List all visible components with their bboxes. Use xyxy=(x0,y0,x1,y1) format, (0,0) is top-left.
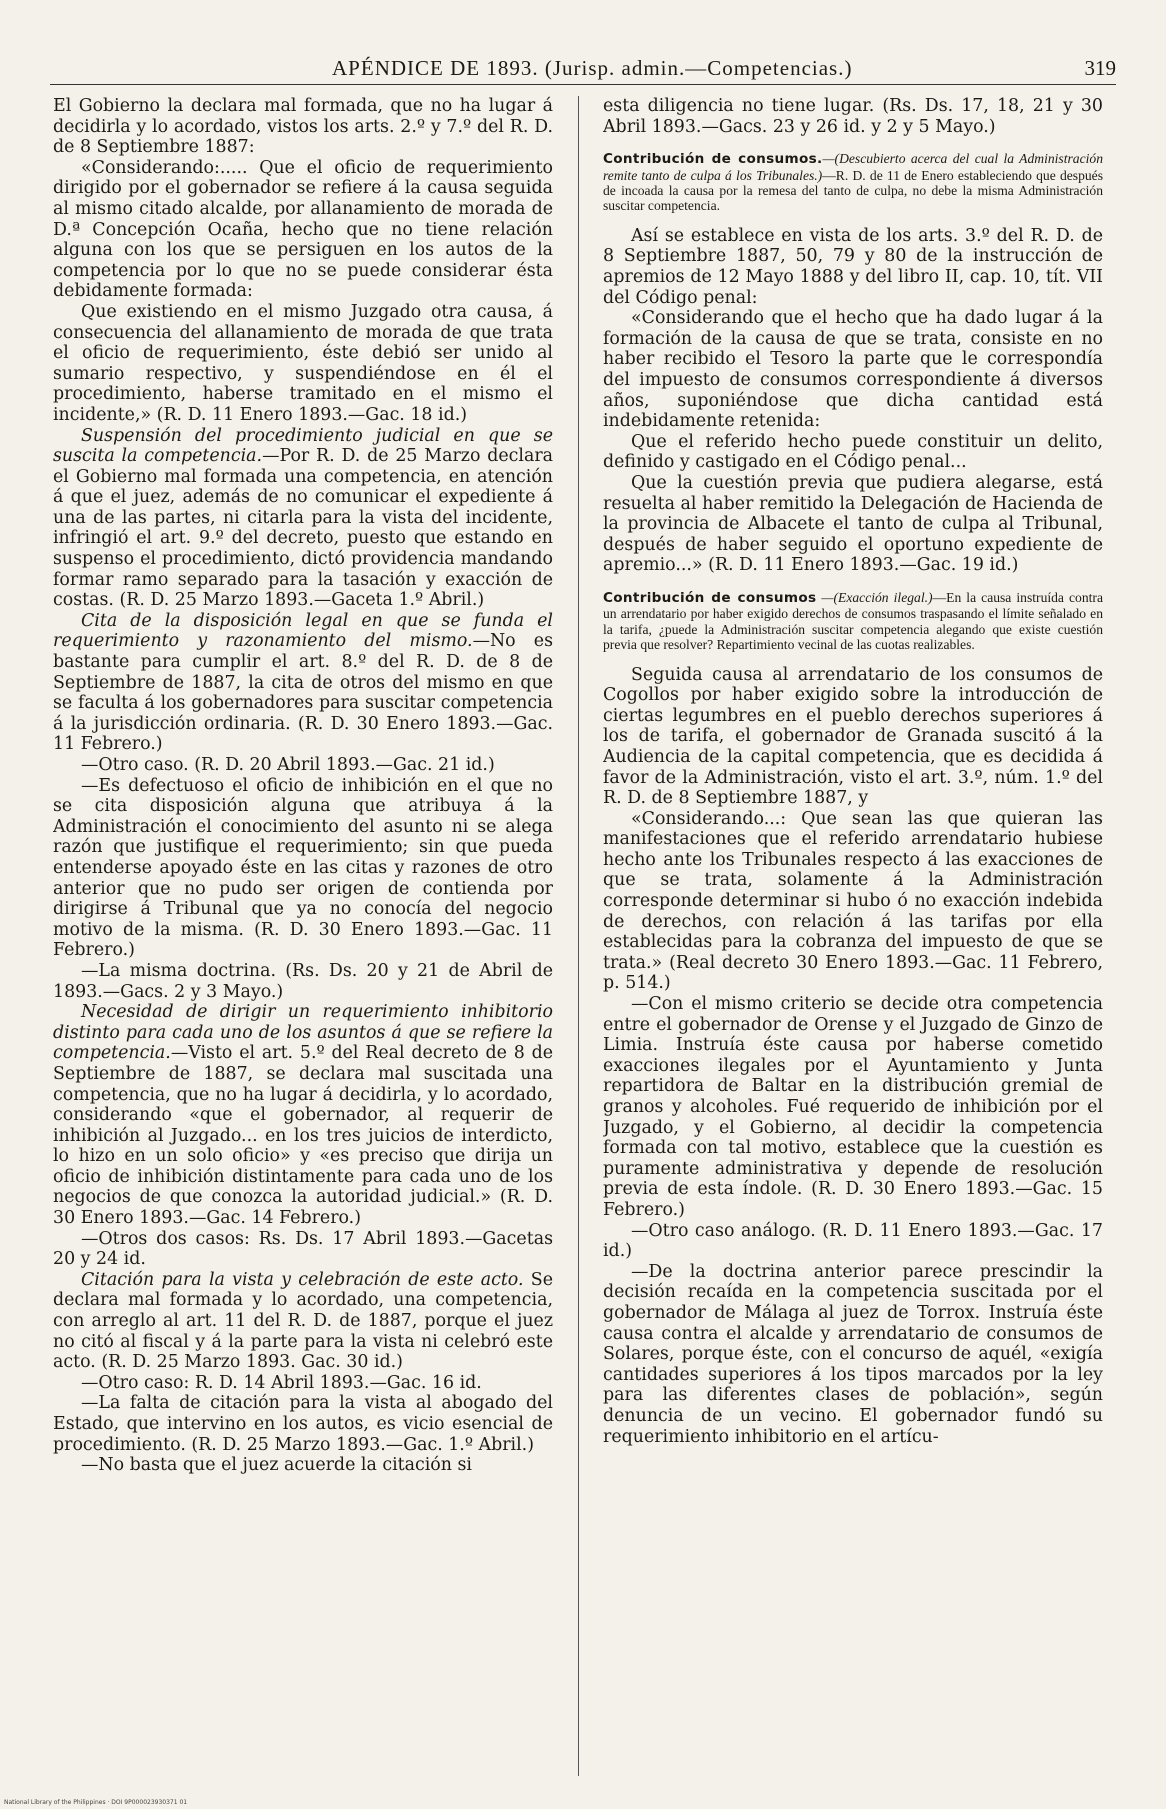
paragraph: —La misma doctrina. (Rs. Ds. 20 y 21 de Abril de 1893.—Gacs. 2 y 3 Mayo.) xyxy=(53,960,553,1002)
section-subtitle: —(Descubierto acerca del cual la Administración remite tanto de culpa á los Tribunales.) xyxy=(603,151,1103,183)
paragraph: —Otro caso. (R. D. 20 Abril 1893.—Gac. 21 id.) xyxy=(81,755,495,775)
paragraph-text: —Visto el art. 5.º del Real decreto de 8 de Septiembre de 1887, se declara mal suscitada una competencia, que no ha lugar á decidirla, y lo acordado, considerando «que el gobernador, al requerir de inhibición al Juzgado... en los tres juicios de interdicto, lo hizo en un solo oficio» y «es preciso que dirija un oficio de inhibición distintamente para cada uno de los negocios de que conozca la autoridad judicial.» (R. D. 30 Enero 1893.—Gac. 14 Febrero.) xyxy=(53,1043,553,1229)
paragraph: Que existiendo en el mismo Juzgado otra causa, á consecuencia del allanamiento de morada de que trata el oficio de requerimiento, éste debió ser unido al sumario respectivo, y suspendiéndose en él el procedimiento, haberse tramitado en el mismo el incidente,» (R. D. 11 Enero 1893.—Gac. 18 id.) xyxy=(53,301,553,425)
running-header xyxy=(50,52,1116,85)
subheading: Cita de la disposición legal en que se funda el requerimiento y razonamiento del mismo. xyxy=(53,610,553,652)
paragraph xyxy=(53,426,553,611)
page-number: 319 xyxy=(1084,55,1116,80)
paragraph: —La falta de citación para la vista al abogado del Estado, que intervino en los autos, es vicio esencial de procedimiento. (R. D. 25 Marzo 1893.—Gac. 1.º Abril.) xyxy=(53,1393,553,1455)
paragraph: «Considerando...: Que sean las que quieran las manifestaciones que el referido arrendatario hubiese hecho ante los Tribunales respecto á las exacciones de que se trata, solamente á la Administración corresponde determinar si hubo ó no exacción indebida de derechos, con relación á las tarifas por ella establecidas para la cobranza del impuesto de que se trata.» (Real decreto 30 Enero 1893.—Gac. 11 Febrero, p. 514.) xyxy=(603,808,1103,994)
paragraph xyxy=(53,1270,553,1373)
paragraph: El Gobierno la declara mal formada, que no ha lugar á decidirla y lo acordado, vistos los arts. 2.º y 7.º del R. D. de 8 Septiembre 1887: xyxy=(53,96,553,158)
summary-text: —R. D. de 11 de Enero estableciendo que después de incoada la causa por la remesa del tanto de culpa, no debe la misma Administración suscitar competencia. xyxy=(603,167,1103,214)
paragraph: —Con el mismo criterio se decide otra competencia entre el gobernador de Orense y el Juzgado de Ginzo de Limia. Instruía éste causa por haberse cometido exacciones ilegales por el Ayuntamiento y Junta repartidora de Baltar en la distribución gremial de granos y alcoholes. Fué requerido de inhibición por el Juzgado, y el Gobierno, al decidir la competencia formada con tal motivo, establece que la cuestión es puramente administrativa y depende de resolución previa de esta índole. (R. D. 30 Enero 1893.—Gac. 15 Febrero.) xyxy=(603,994,1103,1220)
paragraph: —Otros dos casos: Rs. Ds. 17 Abril 1893.—Gacetas 20 y 24 id. xyxy=(53,1228,553,1270)
paragraph-text: —Por R. D. de 25 Marzo declara el Gobierno mal formada una competencia, en atención á que el juez, además de no comunicar el expediente á una de las partes, ni citarla para la vista del incidente, infringió el art. 9.º del decreto, puesto que estando en suspenso el procedimiento, dictó providencia mandando formar ramo separado para la tasación y exacción de costas. (R. D. 25 Marzo 1893.—Gaceta 1.º Abril.) xyxy=(53,446,553,611)
paragraph-text: —No es bastante para cumplir el art. 8.º del R. D. de 8 de Septiembre de 1887, la cita de otros del mismo en que se faculta á los gobernadores para suscitar competencia á la jurisdicción ordinaria. (R. D. 30 Enero 1893.—Gac. 11 Febrero.) xyxy=(53,631,553,755)
section-summary xyxy=(603,151,1103,214)
subheading: Citación para la vista y celebración de este acto. xyxy=(81,1269,524,1290)
paragraph: —Es defectuoso el oficio de inhibición en el que no se cita disposición alguna que atribuya á la Administración el conocimiento del asunto ni se alega razón que justifique el requerimiento; sin que pueda entenderse apoyado éste en las citas y razones de otro anterior que no pudo ser origen de contienda por dirigirse á Tribunal que ya no conocía del negocio motivo de la misma. (R. D. 30 Enero 1893.—Gac. 11 Febrero.) xyxy=(53,775,553,961)
paragraph: «Considerando:..... Que el oficio de requerimiento dirigido por el gobernador se refiere á la causa seguida al mismo citado alcalde, por allanamiento de morada de D.ª Concepción Ocaña, hecho que no tiene relación alguna con los que se persiguen en los autos de la competencia por lo que no se puede considerar ésta debidamente formada: xyxy=(53,157,553,302)
paragraph: Que el referido hecho puede constituir un delito, definido y castigado en el Código penal... xyxy=(603,431,1103,473)
paragraph: —No basta que el juez acuerde la citación si xyxy=(81,1455,472,1476)
section-subtitle: —(Exacción ilegal.) xyxy=(816,589,933,605)
paragraph xyxy=(53,1002,553,1229)
summary-text: —En la causa instruída contra un arrendatario por haber exigido derechos de consumos traspasando el límite señalado en la tarifa, ¿puede la Administración suscitar competencia alegando que existe cuestión previa que resolver? Repartimiento vecinal de las cuotas realizables. xyxy=(603,589,1103,653)
subheading: Necesidad de dirigir un requerimiento inhibitorio distinto para cada uno de los asuntos á que se refiere la competencia. xyxy=(53,1002,553,1064)
paragraph-text: Se declara mal formada y lo acordado, una competencia, con arreglo al art. 11 del R. D. de 1887, porque el juez no citó al fiscal y á la parte para la vista ni celebró este acto. (R. D. 25 Marzo 1893. Gac. 30 id.) xyxy=(53,1269,553,1373)
paragraph: «Considerando que el hecho que ha dado lugar á la formación de la causa de que se trata, consiste en no haber recibido el Tesoro la parte que le correspondía del impuesto de consumos correspondiente á diversos años, suponiéndose que dicha cantidad está indebidamente retenida: xyxy=(603,308,1103,432)
paragraph: Que la cuestión previa que pudiera alegarse, está resuelta al haber remitido la Delegación de Hacienda de la provincia de Albacete el tanto de culpa al Tribunal, después de haber seguido el oportuno expediente de apremio...» (R. D. 11 Enero 1893.—Gac. 19 id.) xyxy=(603,472,1103,576)
section-heading: Contribución de consumos xyxy=(603,589,817,606)
paragraph xyxy=(53,611,553,755)
subheading: Suspensión del procedimiento judicial en que se suscita la competencia. xyxy=(53,425,553,467)
paragraph: Seguida causa al arrendatario de los consumos de Cogollos por haber exigido sobre la introducción de ciertas legumbres en el pueblo derechos superiores á los de tarifa, el gobernador de Granada suscitó á la Audiencia de la capital competencia, que es decidida á favor de la Administración, visto el art. 3.º, núm. 1.º del R. D. de 8 Septiembre 1887, y xyxy=(603,664,1103,809)
scan-imprint: National Library of the Philippines · DOI 9P000023930371 01 xyxy=(4,1799,188,1806)
paragraph: —Otro caso análogo. (R. D. 11 Enero 1893.—Gac. 17 id.) xyxy=(603,1220,1103,1262)
paragraph: —Otro caso: R. D. 14 Abril 1893.—Gac. 16 id. xyxy=(81,1372,482,1393)
section-summary xyxy=(603,590,1103,653)
column-divider xyxy=(578,96,579,1776)
running-title: APÉNDICE DE 1893. (Jurisp. admin.—Competencias.) xyxy=(332,55,853,80)
left-column xyxy=(53,96,553,1776)
paragraph: —De la doctrina anterior parece prescindir la decisión recaída en la competencia suscitada por el gobernador de Málaga al juez de Torrox. Instruía éste causa contra el alcalde y arrendatario de consumos de Solares, porque éste, con el concurso de aquél, «exigía cantidades superiores á los tipos marcados por la ley para las diferentes clases de población», según denuncia de un vecino. El gobernador fundó su requerimiento inhibitorio en el artícu- xyxy=(603,1261,1103,1447)
right-column xyxy=(603,96,1103,1776)
paragraph: esta diligencia no tiene lugar. (Rs. Ds. 17, 18, 21 y 30 Abril 1893.—Gacs. 23 y 26 id. y 2 y 5 Mayo.) xyxy=(603,96,1103,137)
paragraph: Así se establece en vista de los arts. 3.º del R. D. de 8 Septiembre 1887, 50, 79 y 80 de la instrucción de apremios de 12 Mayo 1888 y del libro II, cap. 10, tít. VII del Código penal: xyxy=(603,225,1103,308)
section-heading: Contribución de consumos. xyxy=(603,151,823,168)
